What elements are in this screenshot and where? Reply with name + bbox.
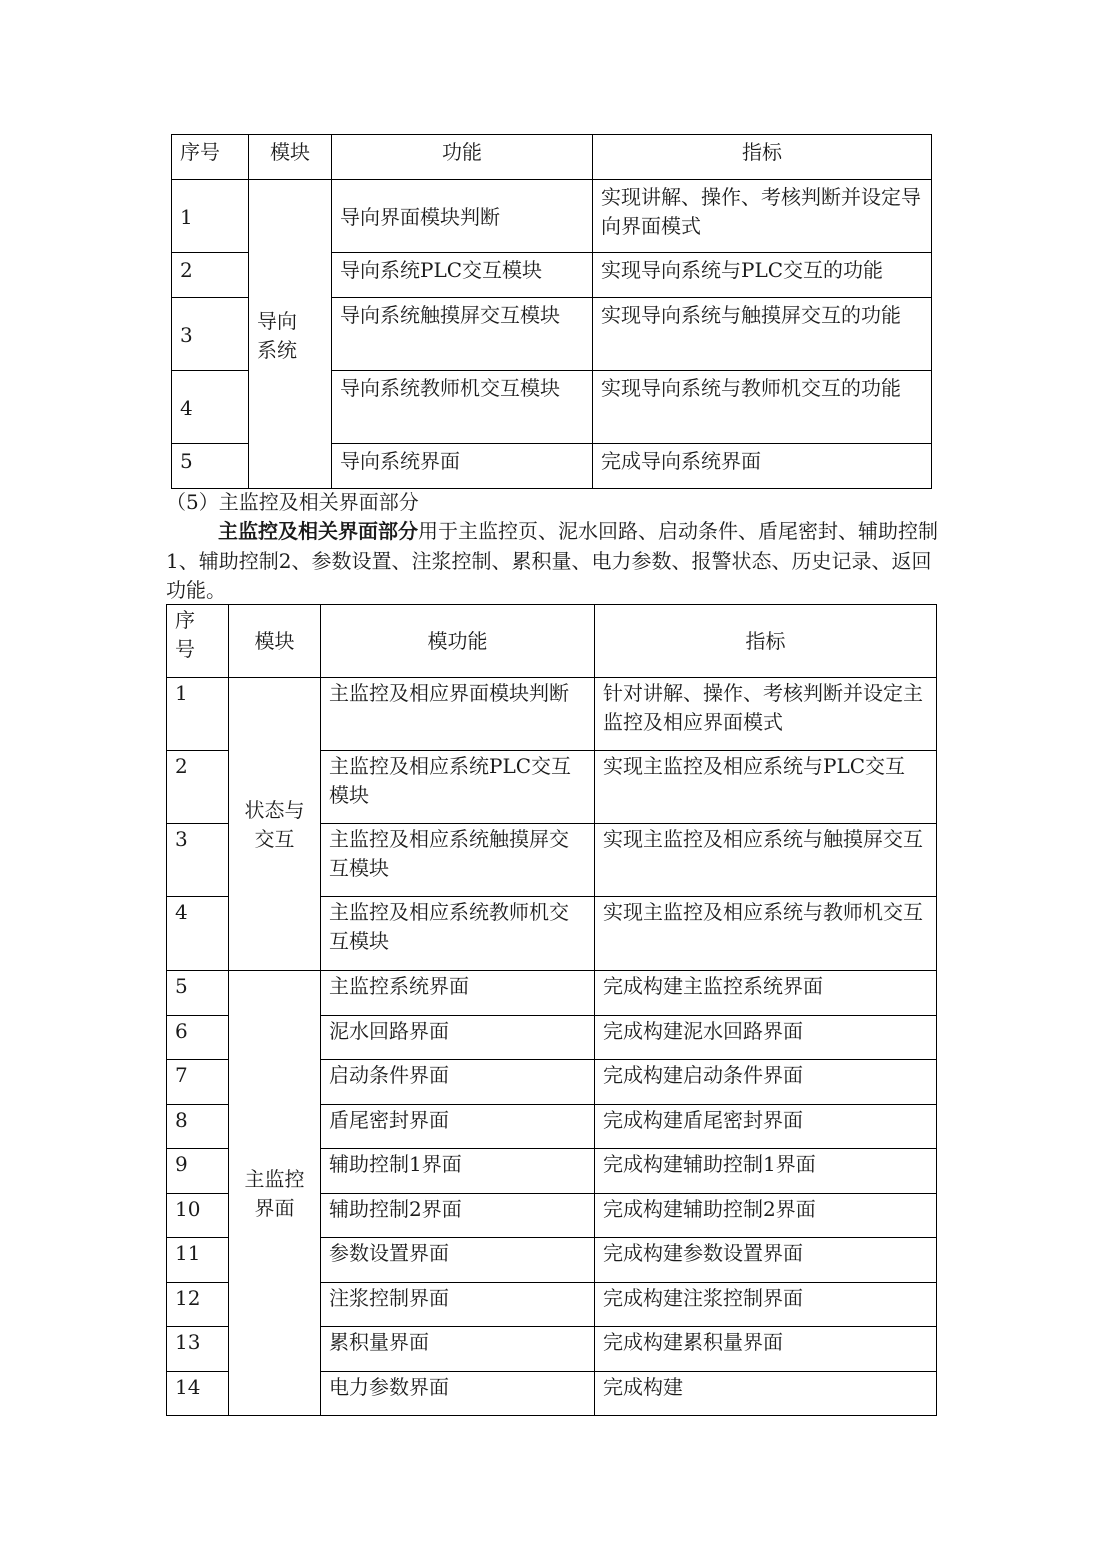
row-spec: 完成构建注浆控制界面 <box>595 1283 937 1327</box>
row-no: 2 <box>167 751 229 824</box>
row-no: 3 <box>172 298 249 371</box>
table-row <box>167 971 937 1016</box>
header-module: 模块 <box>229 605 321 678</box>
row-function: 启动条件界面 <box>321 1060 595 1105</box>
row-function: 导向系统界面 <box>332 444 593 489</box>
row-no: 5 <box>172 444 249 489</box>
table-header-row <box>167 605 937 678</box>
row-spec: 完成导向系统界面 <box>593 444 932 489</box>
row-function: 注浆控制界面 <box>321 1283 595 1327</box>
header-module: 模块 <box>249 135 332 180</box>
section-paragraph <box>166 517 942 606</box>
section-body: 用于主监控页、泥水回路、启动条件、盾尾密封、辅助控制1、辅助控制2、参数设置、注浆控制、累积量、电力参数、报警状态、历史记录、返回功能。 <box>166 519 938 602</box>
row-spec: 实现主监控及相应系统与触摸屏交互 <box>595 824 937 897</box>
row-no: 4 <box>167 897 229 971</box>
table-row <box>172 180 932 253</box>
row-function: 盾尾密封界面 <box>321 1105 595 1149</box>
section-bold-lead: 主监控及相关界面部分 <box>218 519 418 543</box>
row-function: 参数设置界面 <box>321 1238 595 1283</box>
row-spec: 完成构建盾尾密封界面 <box>595 1105 937 1149</box>
row-no: 6 <box>167 1016 229 1060</box>
row-function: 导向系统PLC交互模块 <box>332 253 593 298</box>
row-spec: 实现主监控及相应系统与教师机交互 <box>595 897 937 971</box>
row-function: 导向界面模块判断 <box>332 180 593 253</box>
row-function: 主监控及相应界面模块判断 <box>321 678 595 751</box>
row-function: 累积量界面 <box>321 1327 595 1372</box>
row-function: 辅助控制1界面 <box>321 1149 595 1194</box>
header-no: 序号 <box>167 605 229 678</box>
row-spec: 完成构建 <box>595 1372 937 1416</box>
row-function: 主监控及相应系统教师机交互模块 <box>321 897 595 971</box>
row-no: 2 <box>172 253 249 298</box>
row-no: 10 <box>167 1194 229 1238</box>
header-function: 功能 <box>332 135 593 180</box>
header-no: 序号 <box>172 135 249 180</box>
header-function: 模功能 <box>321 605 595 678</box>
row-function: 导向系统教师机交互模块 <box>332 371 593 444</box>
header-spec: 指标 <box>593 135 932 180</box>
row-no: 7 <box>167 1060 229 1105</box>
row-function: 辅助控制2界面 <box>321 1194 595 1238</box>
row-spec: 完成构建泥水回路界面 <box>595 1016 937 1060</box>
row-no: 1 <box>167 678 229 751</box>
row-spec: 实现导向系统与PLC交互的功能 <box>593 253 932 298</box>
row-function: 电力参数界面 <box>321 1372 595 1416</box>
row-spec: 实现导向系统与教师机交互的功能 <box>593 371 932 444</box>
row-function: 主监控系统界面 <box>321 971 595 1016</box>
row-spec: 实现主监控及相应系统与PLC交互 <box>595 751 937 824</box>
row-spec: 完成构建参数设置界面 <box>595 1238 937 1283</box>
row-function: 主监控及相应系统触摸屏交互模块 <box>321 824 595 897</box>
row-no: 11 <box>167 1238 229 1283</box>
row-no: 14 <box>167 1372 229 1416</box>
row-spec: 实现讲解、操作、考核判断并设定导向界面模式 <box>593 180 932 253</box>
table-header-row <box>172 135 932 180</box>
row-function: 导向系统触摸屏交互模块 <box>332 298 593 371</box>
header-spec: 指标 <box>595 605 937 678</box>
row-function: 泥水回路界面 <box>321 1016 595 1060</box>
module-guidance-system: 导向 系统 <box>249 180 332 489</box>
row-no: 4 <box>172 371 249 444</box>
row-no: 9 <box>167 1149 229 1194</box>
module-status-interaction: 状态与 交互 <box>229 678 321 971</box>
row-spec: 完成构建辅助控制1界面 <box>595 1149 937 1194</box>
row-spec: 完成构建辅助控制2界面 <box>595 1194 937 1238</box>
row-no: 12 <box>167 1283 229 1327</box>
row-no: 1 <box>172 180 249 253</box>
module-main-monitor: 主监控 界面 <box>229 971 321 1416</box>
row-no: 3 <box>167 824 229 897</box>
row-no: 8 <box>167 1105 229 1149</box>
row-spec: 实现导向系统与触摸屏交互的功能 <box>593 298 932 371</box>
row-spec: 完成构建主监控系统界面 <box>595 971 937 1016</box>
row-spec: 完成构建累积量界面 <box>595 1327 937 1372</box>
row-spec: 针对讲解、操作、考核判断并设定主监控及相应界面模式 <box>595 678 937 751</box>
table-row <box>167 678 937 751</box>
guidance-system-table <box>171 134 932 489</box>
row-no: 13 <box>167 1327 229 1372</box>
section-heading: （5）主监控及相关界面部分 <box>166 490 419 514</box>
row-function: 主监控及相应系统PLC交互模块 <box>321 751 595 824</box>
row-no: 5 <box>167 971 229 1016</box>
main-monitor-table <box>166 604 937 1416</box>
row-spec: 完成构建启动条件界面 <box>595 1060 937 1105</box>
